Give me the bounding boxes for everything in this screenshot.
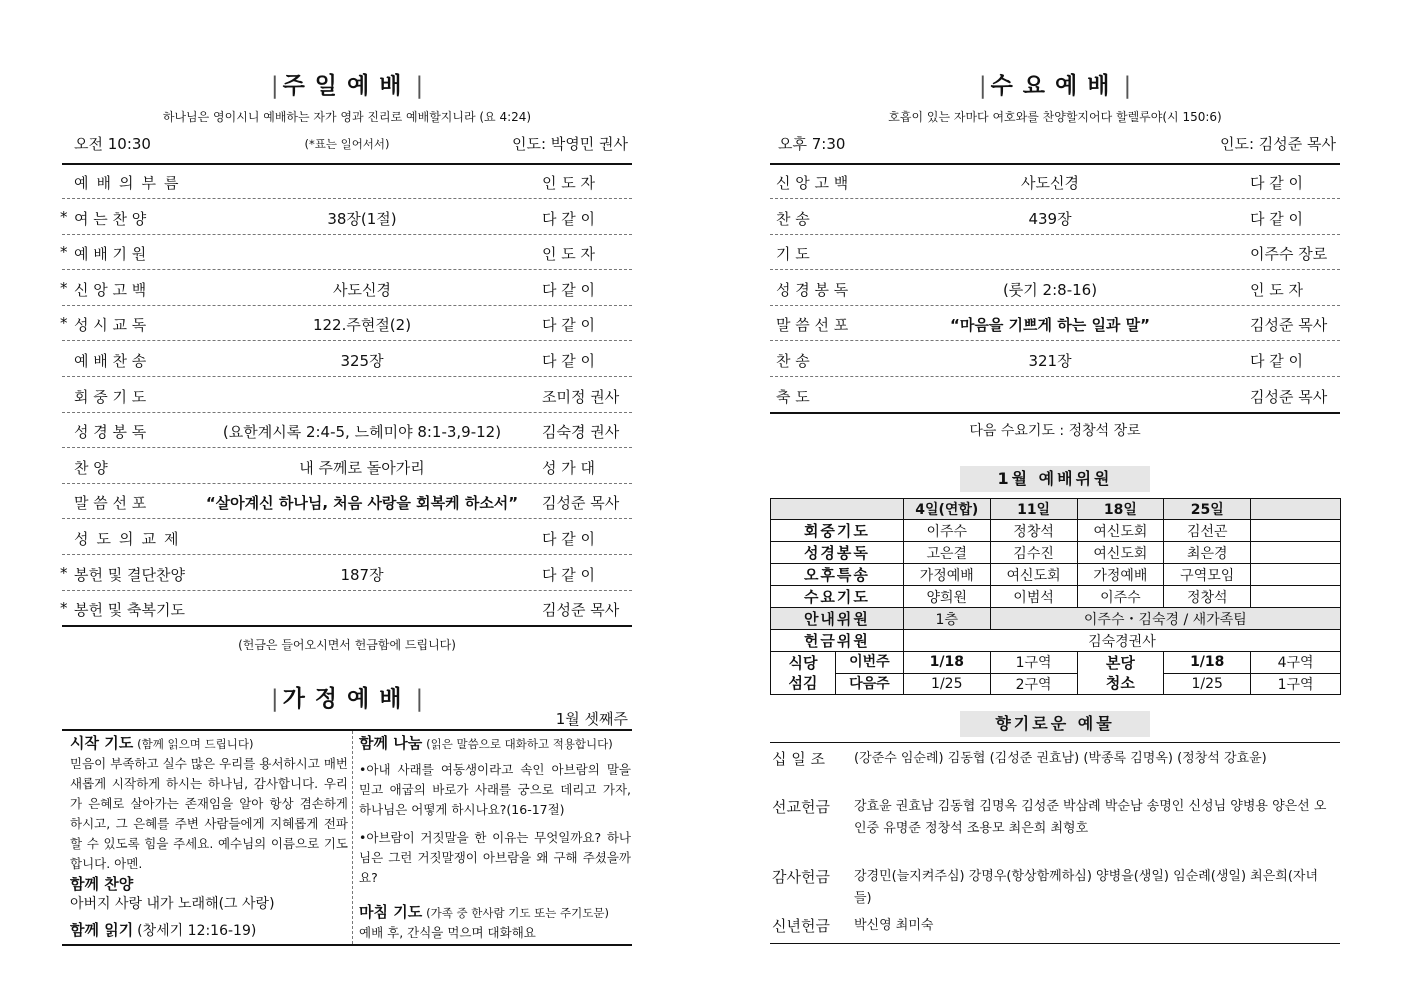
order-item-leader: 김성준 목사 bbox=[1250, 387, 1328, 406]
sunday-order-row bbox=[62, 483, 632, 519]
wednesday-verse: 호흡이 있는 자마다 여호와를 찬양할지어다 할렐루야(시 150:6) bbox=[888, 110, 1222, 124]
hall-this-date: 1/18 bbox=[1164, 652, 1251, 674]
family-title: | 가정예배 | bbox=[270, 686, 424, 712]
roster-cell: 정창석 bbox=[1164, 586, 1251, 608]
guide-row bbox=[771, 608, 1341, 630]
closing-prayer-text: 예배 후, 간식을 먹으며 대화해요 bbox=[359, 925, 536, 940]
roster-title: 1월 예배위원 bbox=[960, 466, 1150, 492]
order-item-name: 성도의교제 bbox=[74, 530, 187, 548]
start-prayer-text: 믿음이 부족하고 실수 많은 우리를 용서하시고 매번 새롭게 시작하게 하시는 하나님, 감사합니다. 우리가 은혜로 살아가는 존재임을 알아 항상 겸손하게 하시고, 그 은혜를 주변 사람들에게 지혜롭게 전파할 수 있도록 힘을 주세요. 예수님의 이름으로 기도합니다. 아멘. bbox=[70, 756, 348, 871]
meal-this-date: 1/18 bbox=[903, 652, 990, 674]
sunday-order-row bbox=[62, 163, 632, 199]
meal-label: 식당 섬김 bbox=[771, 652, 836, 694]
family-left-column bbox=[70, 733, 348, 941]
guide-label: 안내위원 bbox=[771, 608, 904, 630]
standing-mark: * bbox=[60, 563, 68, 582]
roster-date-row bbox=[771, 499, 1341, 520]
wednesday-title: | 수요예배 | bbox=[978, 73, 1132, 99]
next-wednesday-prayer: 다음 수요기도 : 정창석 장로 bbox=[969, 423, 1141, 439]
hall-next-date: 1/25 bbox=[1164, 673, 1251, 695]
sunday-order-row bbox=[62, 199, 632, 235]
song-heading: 함께 찬양 bbox=[70, 875, 134, 893]
sunday-order-row bbox=[62, 519, 632, 555]
share-question-1: •아내 사래를 여동생이라고 속인 아브람의 말을 믿고 애굽의 바로가 사래를 궁으로 데리고 가자, 하나님은 어떻게 하시나요?(16-17절) bbox=[359, 762, 631, 817]
order-item-leader: 인 도 자 bbox=[542, 245, 596, 264]
meal-next-date: 1/25 bbox=[903, 673, 990, 695]
sunday-leader: 인도: 박영민 권사 bbox=[511, 135, 628, 153]
roster-cell: 양희원 bbox=[903, 586, 990, 608]
wednesday-header bbox=[770, 133, 1340, 165]
order-item-name: 찬 송 bbox=[776, 352, 810, 370]
sunday-order-row bbox=[62, 555, 632, 591]
roster-cell: 여신도회 bbox=[1077, 542, 1164, 564]
order-item-leader: 김성준 목사 bbox=[542, 601, 620, 620]
guide-floor: 1층 bbox=[903, 608, 990, 630]
order-item-name: 봉헌 및 축복기도 bbox=[74, 601, 185, 620]
roster-cell: 이주수 bbox=[1077, 586, 1164, 608]
wednesday-order-row bbox=[770, 341, 1340, 377]
order-item-leader: 조미정 권사 bbox=[542, 387, 620, 406]
order-item-name: 말 씀 선 포 bbox=[776, 316, 849, 335]
order-item-name: 회 중 기 도 bbox=[74, 387, 147, 406]
roster-table bbox=[770, 498, 1341, 695]
order-item-leader: 다 같 이 bbox=[542, 565, 596, 584]
order-item-leader: 다 같 이 bbox=[542, 316, 596, 335]
order-item-leader: 다 같 이 bbox=[1250, 174, 1304, 192]
wednesday-leader: 인도: 김성준 목사 bbox=[1219, 135, 1336, 153]
roster-date: 25일 bbox=[1164, 499, 1251, 520]
family-divider bbox=[352, 731, 353, 944]
standing-mark: * bbox=[60, 207, 68, 226]
roster-cell: 여신도회 bbox=[1077, 520, 1164, 542]
order-item-content: “살아계신 하나님, 처음 사랑을 회복케 하소서” bbox=[205, 494, 519, 513]
order-item-leader: 김숙경 권사 bbox=[542, 423, 620, 442]
standing-mark: * bbox=[60, 599, 68, 618]
order-item-leader: 인 도 자 bbox=[542, 174, 596, 192]
roster-cell: 김선곤 bbox=[1164, 520, 1251, 542]
order-item-content: (요한계시록 2:4-5, 느헤미야 8:1-3,9-12) bbox=[222, 423, 502, 442]
order-item-leader: 다 같 이 bbox=[1250, 352, 1304, 370]
order-item-name: 축 도 bbox=[776, 387, 810, 406]
order-item-content: “마음을 기쁘게 하는 일과 말” bbox=[950, 316, 1150, 335]
roster-cell: 정창석 bbox=[990, 520, 1077, 542]
reading-line: 함께 읽기 (창세기 12:16-19) bbox=[70, 921, 257, 939]
standing-mark: * bbox=[60, 278, 68, 297]
order-item-leader: 성 가 대 bbox=[542, 458, 596, 477]
order-item-content: 사도신경 bbox=[333, 280, 391, 299]
standing-mark: * bbox=[60, 243, 68, 262]
wednesday-order-row bbox=[770, 305, 1340, 341]
family-worship-box bbox=[62, 729, 632, 946]
order-item-content: 사도신경 bbox=[1021, 174, 1079, 192]
guide-members: 이주수・김숙경 / 새가족팀 bbox=[990, 608, 1340, 630]
roster-cell: 여신도회 bbox=[990, 564, 1077, 586]
roster-date: 11일 bbox=[990, 499, 1077, 520]
roster-role: 수요기도 bbox=[771, 586, 904, 608]
roster-date: 4일(연합) bbox=[903, 499, 990, 520]
order-item-name: 예 배 기 원 bbox=[74, 245, 147, 264]
offering-committee-value: 김숙경권사 bbox=[903, 630, 1340, 652]
order-item-name: 성 경 봉 독 bbox=[776, 280, 849, 299]
order-item-content: 321장 bbox=[1028, 352, 1072, 370]
wednesday-order-row bbox=[770, 377, 1340, 414]
order-item-leader: 이주수 장로 bbox=[1250, 245, 1328, 264]
sunday-verse: 하나님은 영이시니 예배하는 자가 영과 진리로 예배할지니라 (요 4:24) bbox=[162, 110, 532, 124]
order-item-name: 말 씀 선 포 bbox=[74, 494, 147, 513]
sunday-order-row bbox=[62, 305, 632, 341]
sunday-order-row bbox=[62, 590, 632, 627]
roster-role: 회중기도 bbox=[771, 520, 904, 542]
wednesday-order-row bbox=[770, 234, 1340, 270]
order-item-leader: 인 도 자 bbox=[1250, 280, 1304, 299]
order-item-leader: 김성준 목사 bbox=[542, 494, 620, 513]
wednesday-order-row bbox=[770, 163, 1340, 199]
closing-prayer-heading: 마침 기도 (가족 중 한사람 기도 또는 주기도문) bbox=[359, 903, 609, 921]
roster-cell: 고은결 bbox=[903, 542, 990, 564]
roster-row bbox=[771, 586, 1341, 608]
share-question-2: •아브람이 거짓말을 한 이유는 무엇일까요? 하나님은 그런 거짓말쟁이 아브람을 왜 구해 주셨을까요? bbox=[359, 830, 631, 885]
sunday-order-row bbox=[62, 270, 632, 306]
sunday-order-row bbox=[62, 341, 632, 377]
hall-cleaning-label: 본당 청소 bbox=[1077, 652, 1164, 695]
roster-cell: 가정예배 bbox=[1077, 564, 1164, 586]
order-item-name: 예 배 찬 송 bbox=[74, 352, 147, 370]
order-item-leader: 다 같 이 bbox=[542, 352, 596, 370]
roster-cell: 가정예배 bbox=[903, 564, 990, 586]
roster-role: 오후특송 bbox=[771, 564, 904, 586]
order-item-name: 봉헌 및 결단찬양 bbox=[74, 565, 185, 584]
family-right-column bbox=[359, 733, 631, 943]
family-week: 1월 셋째주 bbox=[555, 710, 628, 728]
order-item-name: 성 시 교 독 bbox=[74, 316, 147, 335]
wednesday-time: 오후 7:30 bbox=[778, 135, 846, 153]
hall-this-group: 4구역 bbox=[1251, 652, 1341, 674]
sunday-header bbox=[62, 133, 632, 165]
roster-cell: 최은경 bbox=[1164, 542, 1251, 564]
week-labels: 이번주 다음주 bbox=[836, 652, 903, 694]
song-title: 아버지 사랑 내가 노래해(그 사랑) bbox=[70, 896, 275, 912]
order-item-content: 38장(1절) bbox=[327, 209, 397, 228]
order-item-name: 여 는 찬 양 bbox=[74, 209, 147, 228]
standing-mark: * bbox=[60, 314, 68, 333]
roster-row bbox=[771, 564, 1341, 586]
roster-role: 성경봉독 bbox=[771, 542, 904, 564]
sunday-standing-note: (*표는 일어서서) bbox=[304, 137, 390, 151]
order-item-content: 122.주현절(2) bbox=[312, 316, 412, 335]
offering-committee-label: 헌금위원 bbox=[771, 630, 904, 652]
sunday-order-row bbox=[62, 234, 632, 270]
order-item-content: (룻기 2:8-16) bbox=[1002, 280, 1098, 299]
order-item-content: 325장 bbox=[340, 352, 384, 370]
offerings-title: 향기로운 예물 bbox=[960, 711, 1150, 737]
order-item-leader: 다 같 이 bbox=[542, 209, 596, 228]
order-item-leader: 다 같 이 bbox=[1250, 209, 1304, 228]
order-item-leader: 다 같 이 bbox=[542, 280, 596, 299]
roster-row bbox=[771, 542, 1341, 564]
roster-cell: 이주수 bbox=[903, 520, 990, 542]
offering-committee-row bbox=[771, 630, 1341, 652]
wednesday-order-row bbox=[770, 199, 1340, 235]
roster-cell: 이범석 bbox=[990, 586, 1077, 608]
offering-note: (헌금은 들어오시면서 헌금함에 드립니다) bbox=[238, 638, 456, 652]
order-item-leader: 김성준 목사 bbox=[1250, 316, 1328, 335]
order-item-content: 내 주께로 돌아가리 bbox=[299, 458, 425, 477]
roster-row bbox=[771, 520, 1341, 542]
order-item-content: 439장 bbox=[1028, 209, 1072, 228]
order-item-leader: 다 같 이 bbox=[542, 530, 596, 548]
order-item-name: 찬 양 bbox=[74, 458, 108, 477]
roster-date: 18일 bbox=[1077, 499, 1164, 520]
sunday-order-row bbox=[62, 412, 632, 448]
offerings-list: 십 일 조 (강준수 임순례) 김동협 (김성준 권효남) (박종록 김명옥) (정창석 강효윤) 선교헌금 강효윤 권효남 김동협 김명옥 김성준 박삼례 박순남 송명인 신성님 양병용 양은선 오인중 유명준 정창석 조용모 최은희 최형호 감사헌금 강경민(늘지켜주심) 강명우(항상함께하심) 양병을(생일) 임순례(생일) 최은희(자녀들) 신년헌금 박신영 최미숙 bbox=[770, 742, 1340, 944]
share-heading: 함께 나눔 (읽은 말씀으로 대화하고 적용합니다) bbox=[359, 734, 613, 752]
roster-cell: 구역모임 bbox=[1164, 564, 1251, 586]
order-item-content: 187장 bbox=[340, 565, 384, 584]
order-item-name: 성 경 봉 독 bbox=[74, 423, 147, 442]
sunday-order-row bbox=[62, 448, 632, 484]
order-item-name: 신 앙 고 백 bbox=[776, 174, 849, 192]
sunday-order-row bbox=[62, 377, 632, 413]
order-item-name: 기 도 bbox=[776, 245, 810, 264]
order-item-name: 예배의부름 bbox=[74, 174, 187, 192]
meal-next-group: 2구역 bbox=[990, 673, 1077, 695]
order-item-name: 찬 송 bbox=[776, 209, 810, 228]
meal-row-this-week bbox=[771, 652, 1341, 674]
roster-cell: 김수진 bbox=[990, 542, 1077, 564]
start-prayer-heading: 시작 기도 (함께 읽으며 드립니다) bbox=[70, 734, 254, 752]
sunday-title: | 주일예배 | bbox=[270, 73, 424, 99]
hall-next-group: 1구역 bbox=[1251, 673, 1341, 695]
order-item-name: 신 앙 고 백 bbox=[74, 280, 147, 299]
wednesday-order-row bbox=[770, 270, 1340, 306]
meal-this-group: 1구역 bbox=[990, 652, 1077, 674]
sunday-time: 오전 10:30 bbox=[74, 135, 151, 153]
